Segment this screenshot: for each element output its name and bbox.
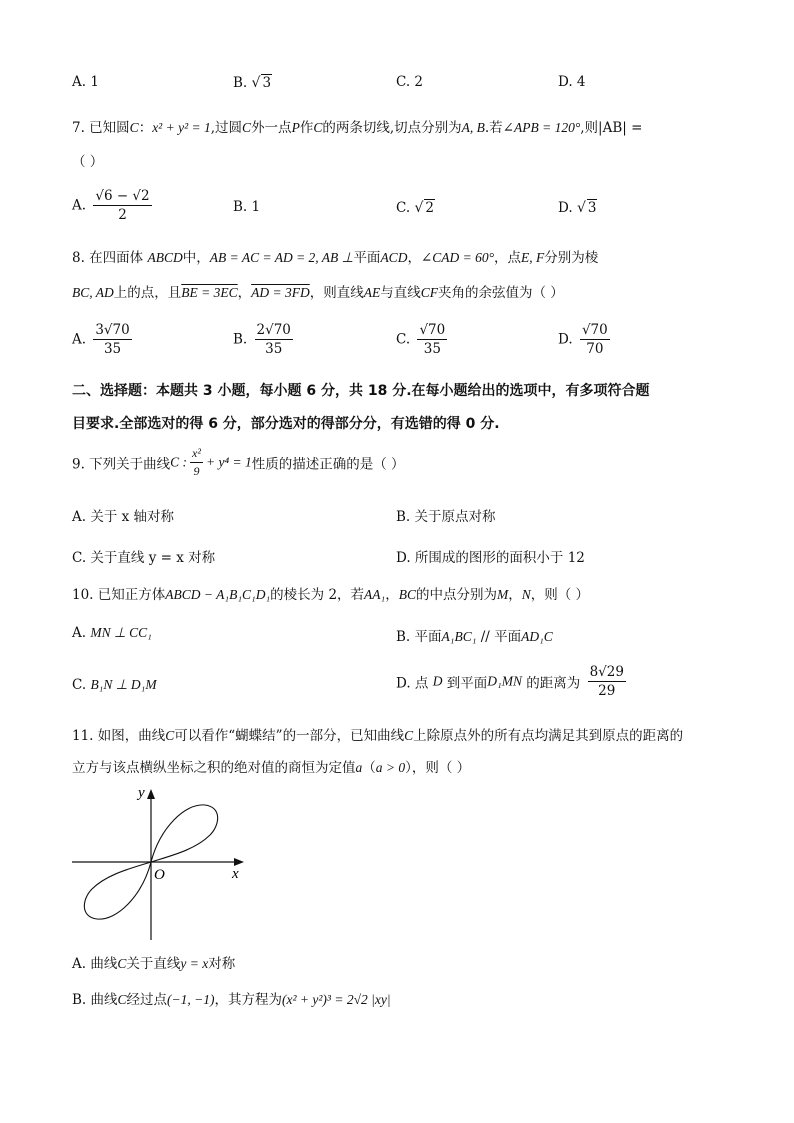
q9-option-d: D. 所围成的图形的面积小于 12 bbox=[396, 550, 585, 566]
q11-figure bbox=[70, 783, 250, 943]
q6-option-b: B. √ 3 bbox=[233, 75, 272, 91]
curve-first-quadrant-loop bbox=[151, 805, 218, 862]
q8-stem-line2: BC, AD上的点，且BE = 3EC，AD = 3FD，则直线AE与直线CF夹角的余弦值为（ ） bbox=[72, 285, 564, 301]
q6-option-c: C. 2 bbox=[396, 74, 424, 90]
q11-stem-line1: 11. 如图，曲线C可以看作“蝴蝶结”的一部分，已知曲线C上除原点外的所有点均满足其到原点的距离的 bbox=[72, 728, 684, 744]
x-axis bbox=[72, 858, 244, 866]
q6-option-d: D. 4 bbox=[558, 74, 586, 90]
q10-option-d: D. 点 D 到平面D₁MN 的距离为 $\frac{8√29}{29}$ bbox=[396, 664, 624, 699]
q11-option-a: A. 曲线C关于直线y = x对称 bbox=[72, 956, 236, 972]
q7-option-d: D. √ 3 bbox=[558, 200, 597, 216]
y-axis-label: y bbox=[138, 785, 145, 801]
q10-option-c: C. B₁N ⊥ D₁M bbox=[72, 677, 157, 693]
q7-option-b: B. 1 bbox=[233, 199, 261, 215]
q8-option-a: A. $\frac{3√70}{35}$ bbox=[72, 322, 130, 357]
q9-option-c: C. 关于直线 y = x 对称 bbox=[72, 550, 216, 566]
q8-option-c: C. $\frac{√70}{35}$ bbox=[396, 322, 446, 357]
q9-option-b: B. 关于原点对称 bbox=[396, 509, 496, 525]
q7-option-c: C. √ 2 bbox=[396, 200, 434, 216]
q8-stem-line1: 8. 在四面体 ABCD中，AB = AC = AD = 2, AB ⊥平面ACD，∠CAD = 60°，点E, F分别为棱 bbox=[72, 250, 599, 266]
x-axis-label: x bbox=[232, 866, 239, 882]
section2-heading-line2: 目要求.全部选对的得 6 分，部分选对的得部分分，有选错的得 0 分. bbox=[72, 416, 500, 432]
q7-answer-paren: （ ） bbox=[72, 154, 104, 170]
y-axis bbox=[147, 789, 155, 940]
q7-option-a: A. $\frac{√6 - √2}{2}$ bbox=[72, 188, 150, 223]
q10-option-b: B. 平面A₁BC₁ // 平面AD₁C bbox=[396, 629, 553, 645]
q6-option-a: A. 1 bbox=[72, 74, 99, 90]
q9-option-a: A. 关于 x 轴对称 bbox=[72, 509, 175, 525]
curve-third-quadrant-loop bbox=[84, 862, 151, 919]
q11-option-b: B. 曲线C经过点(−1, −1)，其方程为(x² + y²)³ = 2√2 |xy| bbox=[72, 992, 391, 1008]
q10-option-a: A. MN ⊥ CC₁ bbox=[72, 625, 152, 641]
q10-stem: 10. 已知正方体ABCD − A₁B₁C₁D₁的棱长为 2，若AA₁，BC的中点分别为M，N，则（ ） bbox=[72, 587, 590, 603]
section2-heading-line1: 二、选择题：本题共 3 小题，每小题 6 分，共 18 分.在每小题给出的选项中，有多项符合题 bbox=[72, 383, 650, 399]
q7-stem: 7. 已知圆C：x² + y² = 1,过圆C外一点P作C的两条切线,切点分别为A, B.若∠APB = 120°,则|AB| = bbox=[72, 120, 643, 136]
q11-stem-line2: 立方与该点横纵坐标之积的绝对值的商恒为定值a（a > 0），则（ ） bbox=[72, 760, 471, 776]
origin-label: O bbox=[154, 867, 165, 883]
q9-stem: 9. 下列关于曲线C : $\frac{\text{x²}}{9}$ + y⁴ = 1性质的描述正确的是（ ） bbox=[72, 446, 405, 478]
q8-option-d: D. $\frac{√70}{70}$ bbox=[558, 322, 608, 357]
q8-option-b: B. $\frac{2√70}{35}$ bbox=[233, 322, 291, 357]
